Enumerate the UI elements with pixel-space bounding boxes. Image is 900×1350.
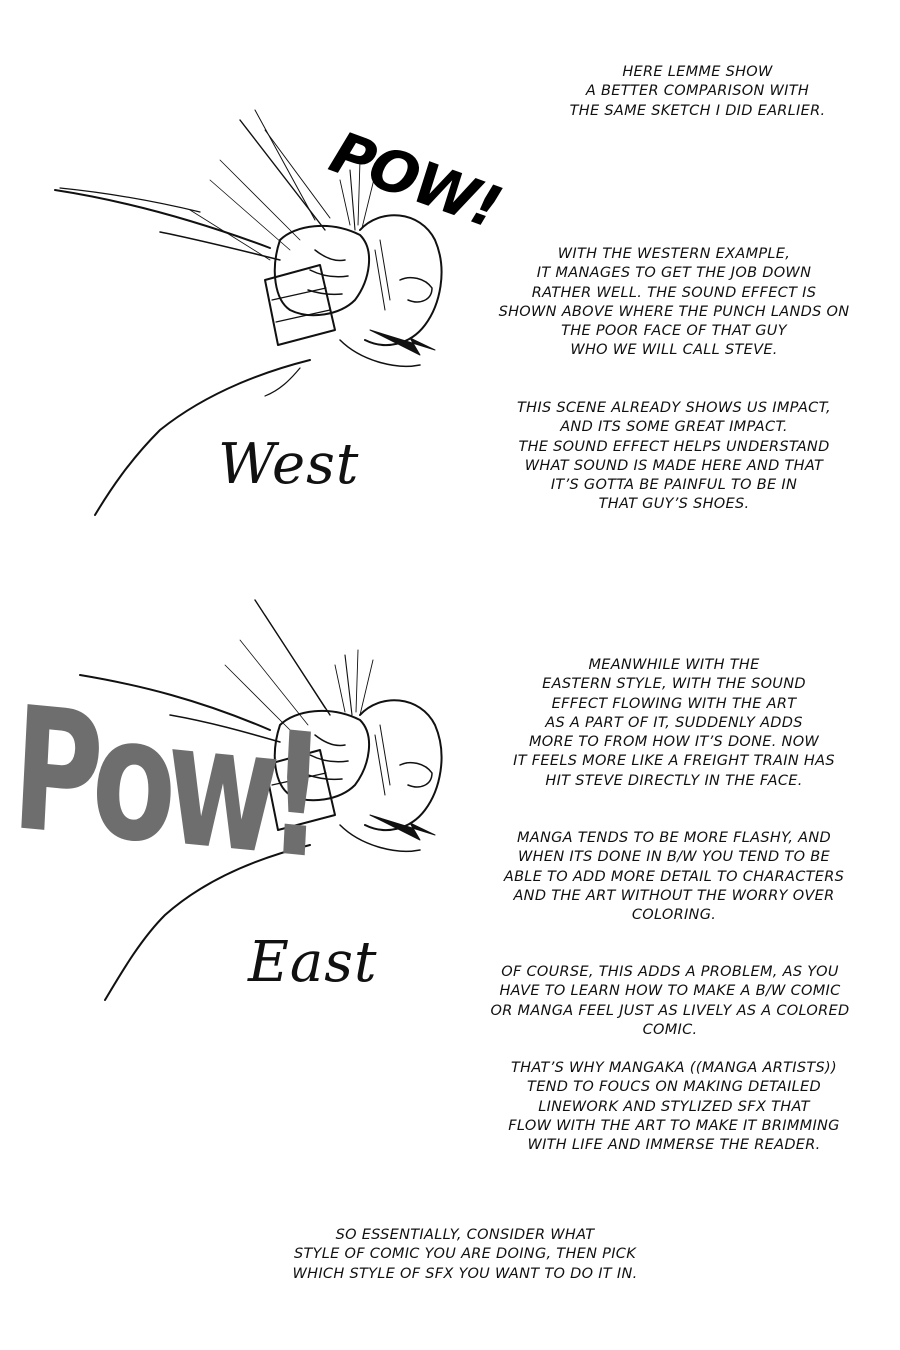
- intro-caption: HERE LEMME SHOW A BETTER COMPARISON WITH THE SAME SKETCH I DID EARLIER.: [569, 64, 826, 119]
- east-caption-3: OF COURSE, THIS ADDS A PROBLEM, AS YOU HAVE TO LEARN HOW TO MAKE A B/W COMIC OR MANGA FEEL JUST AS LIVELY AS A COLORED COMIC.: [490, 964, 850, 1038]
- east-pow-sfx: Pow!: [8, 670, 320, 897]
- east-caption-2: MANGA TENDS TO BE MORE FLASHY, AND WHEN ITS DONE IN B/W YOU TEND TO BE ABLE TO ADD MORE DETAIL TO CHARACTERS AND THE ART WITHOUT THE WORRY OVER COLORING.: [503, 830, 845, 924]
- west-pow-sfx: POW!: [321, 118, 509, 242]
- east-caption-4: THAT’S WHY MANGAKA ((MANGA ARTISTS)) TEND TO FOUCS ON MAKING DETAILED LINEWORK AND STYLIZED SFX THAT FLOW WITH THE ART TO MAKE IT BRIMMING WITH LIFE AND IMMERSE THE READER.: [508, 1060, 840, 1154]
- east-label: East: [248, 930, 378, 995]
- west-label: West: [218, 432, 360, 497]
- west-caption-1: WITH THE WESTERN EXAMPLE, IT MANAGES TO GET THE JOB DOWN RATHER WELL. THE SOUND EFFECT IS SHOWN ABOVE WHERE THE PUNCH LANDS ON THE POOR FACE OF THAT GUY WHO WE WILL CALL STEVE.: [498, 246, 850, 359]
- east-caption-1: MEANWHILE WITH THE EASTERN STYLE, WITH THE SOUND EFFECT FLOWING WITH THE ART AS A PART OF IT, SUDDENLY ADDS MORE TO FROM HOW IT’S DONE. NOW IT FEELS MORE LIKE A FREIGHT TRAIN HAS HIT STEVE DIRECTLY IN THE FACE.: [513, 657, 835, 789]
- west-caption-2: THIS SCENE ALREADY SHOWS US IMPACT, AND ITS SOME GREAT IMPACT. THE SOUND EFFECT HELPS UNDERSTAND WHAT SOUND IS MADE HERE AND THAT IT’S GOTTA BE PAINFUL TO BE IN THAT GUY’S SHOES.: [517, 400, 831, 513]
- conclusion-caption: SO ESSENTIALLY, CONSIDER WHAT STYLE OF COMIC YOU ARE DOING, THEN PICK WHICH STYLE OF SFX YOU WANT TO DO IT IN.: [292, 1227, 638, 1282]
